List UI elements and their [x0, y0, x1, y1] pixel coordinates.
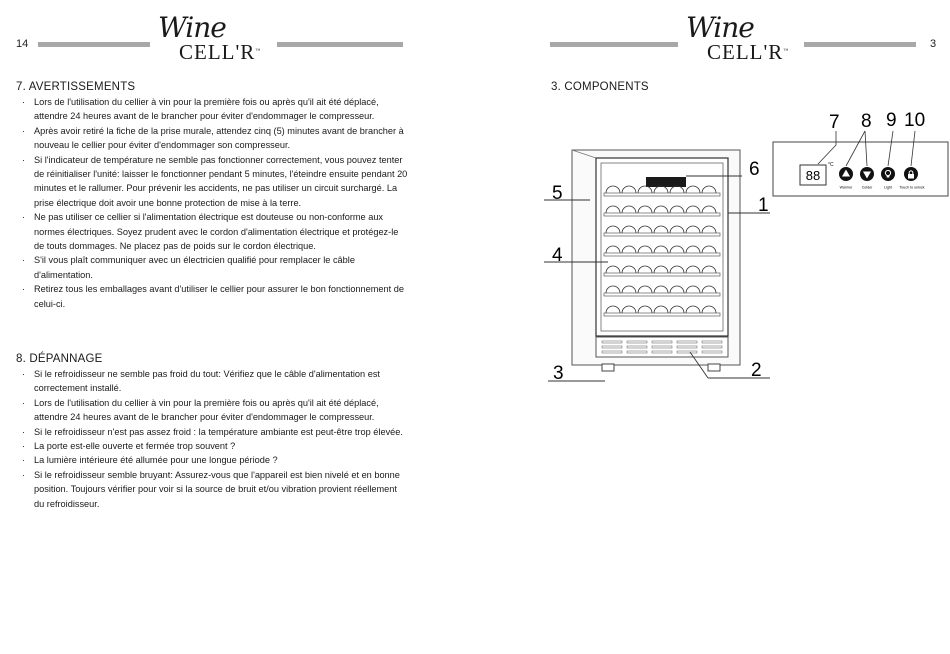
list-item: · Lors de l'utilisation du cellier à vin pour la première fois ou après qu'il ait été déplacé, attendre 24 heures avant de le brancher pour éviter d'endommager le compresseur.: [16, 95, 408, 124]
logo-wine-text: Wine: [158, 11, 226, 44]
callout-9: 9: [886, 110, 897, 131]
logo-cellr-text: CELL'R: [179, 40, 256, 64]
shelf: [604, 193, 720, 196]
vent-slot: [602, 346, 622, 348]
section-7-avertissements: [16, 81, 408, 311]
display-unit: °C: [828, 162, 834, 168]
button-label-warmer: Warmer: [839, 185, 853, 190]
vent-slot: [627, 351, 647, 353]
list-item: · Lors de l'utilisation du cellier à vin pour la première fois ou après qu'il ait été déplacé, attendre 24 heures avant de le brancher pour éviter d'endommager le compresseur.: [16, 396, 408, 425]
vent-slot: [602, 341, 622, 343]
list-item: · Si le refroidisseur n'est pas assez froid : la température ambiante est peut-être trop élevée.: [16, 425, 408, 439]
logo-tm: ™: [783, 49, 790, 54]
page-number-left: 14: [16, 38, 29, 50]
callout-4: 4: [552, 245, 563, 266]
header-rule-right-b: [804, 42, 916, 47]
shelf: [604, 213, 720, 216]
shelf: [604, 293, 720, 296]
list-item: · Après avoir retiré la fiche de la prise murale, attendez cinq (5) minutes avant de brancher à nouveau le cellier pour éviter d'endommager son compresseur.: [16, 124, 408, 153]
shelf: [604, 273, 720, 276]
callout-3: 3: [553, 363, 564, 384]
page-number-right: 3: [930, 38, 937, 50]
vent-slot: [627, 346, 647, 348]
leveling-leg: [602, 364, 614, 371]
bulb-base: [887, 176, 890, 178]
callout-8: 8: [861, 111, 872, 132]
list-item: · Si l'indicateur de température ne semble pas fonctionner correctement, vous pouvez tenter de réinitialiser l'unité: laisser le fonctionner pendant 5 minutes, l'éteindre ensuite pendant 20 minutes et le rallumer. Pour prévenir les accidents, ne pas utiliser un circuit surchargé. La prise électrique doit avoir une bonne protection de mise à la terre.: [16, 153, 408, 211]
vent-slot: [602, 351, 622, 353]
shelf: [604, 233, 720, 236]
section-3-title: 3. COMPONENTS: [551, 81, 649, 93]
vent-slot: [677, 346, 697, 348]
callout-7: 7: [829, 112, 840, 133]
list-item: · La porte est-elle ouverte et fermée trop souvent ?: [16, 439, 408, 453]
vent-slot: [702, 351, 722, 353]
light-button: [881, 167, 895, 181]
display-digits: 88: [805, 168, 821, 183]
button-label-lock: Touch to unlock: [899, 185, 925, 190]
shelf: [604, 313, 720, 316]
vent-slot: [677, 341, 697, 343]
vent-slot: [677, 351, 697, 353]
header-rule-right-a: [550, 42, 678, 47]
vent-slot: [652, 341, 672, 343]
section-8-depannage: [16, 353, 408, 511]
header-rule-left-a: [38, 42, 150, 47]
callout-10: 10: [904, 110, 926, 131]
vent-slot: [652, 351, 672, 353]
logo-cellr-text: CELL'R: [707, 40, 784, 64]
vent-slot: [702, 341, 722, 343]
section-7-title: 7. AVERTISSEMENTS: [16, 81, 136, 93]
list-item: · Si le refroidisseur ne semble pas froid du tout: Vérifiez que le câble d'alimentation est correctement installé.: [16, 367, 408, 396]
lock-icon: [908, 174, 914, 179]
vent-slots: [602, 341, 722, 353]
button-label-colder: Colder: [861, 185, 873, 190]
list-item: · Si le refroidisseur semble bruyant: Assurez-vous que l'appareil est bien nivelé et en bonne position. Toujours vérifier pour voir si la source de bruit et/ou vibration provient réellement du refroidisseur.: [16, 468, 408, 511]
vent-slot: [652, 346, 672, 348]
callout-5: 5: [552, 183, 563, 204]
leveling-leg: [708, 364, 720, 371]
vent-slot: [627, 341, 647, 343]
logo-wine-text: Wine: [686, 11, 754, 44]
list-item: · S'il vous plaît communiquer avec un électricien qualifié pour remplacer le câble d'alimentation.: [16, 253, 408, 282]
list-item: · Ne pas utiliser ce cellier si l'alimentation électrique est douteuse ou non-conforme aux normes électriques. Soyez prudent avec le cordon d'alimentation électrique et protégez-le de touts dommages. Ne placez pas de poids sur le cordon électrique.: [16, 210, 408, 253]
callout-1: 1: [758, 195, 769, 216]
list-item: · Retirez tous les emballages avant d'utiliser le cellier pour assurer le bon fonctionnement de celui-ci.: [16, 282, 408, 311]
section-8-title: 8. DÉPANNAGE: [16, 353, 103, 365]
callout-2: 2: [751, 360, 762, 381]
list-item: · La lumière intérieure été allumée pour une longue période ?: [16, 453, 408, 467]
vent-slot: [702, 346, 722, 348]
shelf: [604, 253, 720, 256]
callout-6: 6: [749, 159, 760, 180]
section-3-components: [551, 81, 649, 93]
door-control-panel: [646, 177, 686, 187]
header-rule-left-b: [277, 42, 403, 47]
logo-tm: ™: [255, 49, 262, 54]
wine-cooler-diagram: [540, 100, 950, 400]
wine-cellr-logo-right: [683, 11, 813, 66]
wine-cellr-logo-left: [155, 11, 285, 66]
button-label-light: Light: [884, 185, 892, 190]
